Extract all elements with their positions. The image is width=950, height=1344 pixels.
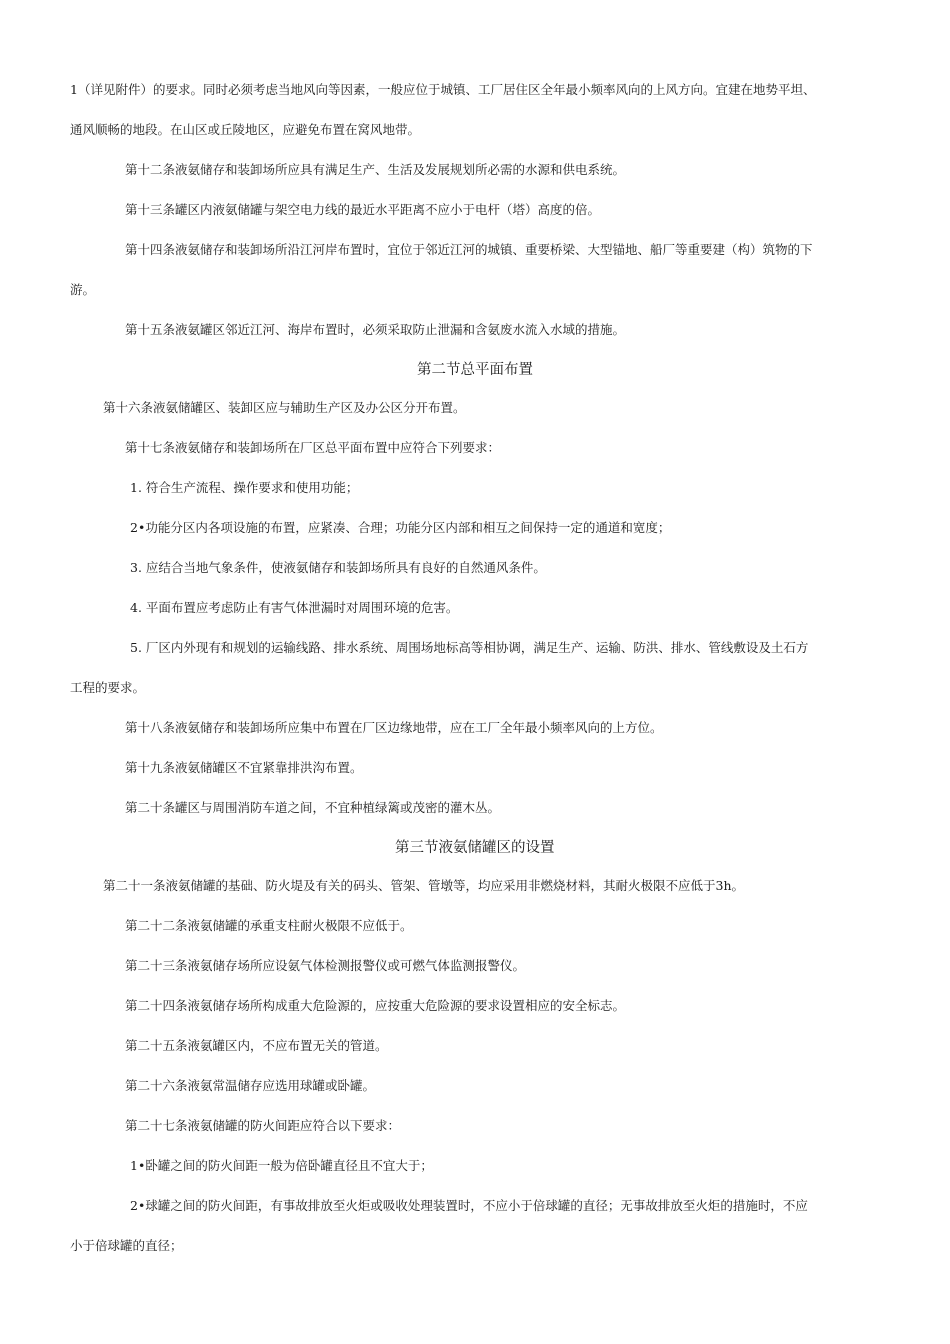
article-24: 第二十四条液氨储存场所构成重大危险源的，应按重大危险源的要求设置相应的安全标志。 [125, 998, 626, 1013]
article-19: 第十九条液氨储罐区不宜紧靠排洪沟布置。 [125, 760, 363, 775]
article-12: 第十二条液氨储存和装卸场所应具有满足生产、生活及发展规划所必需的水源和供电系统。 [125, 162, 626, 177]
list-item: 1. 符合生产流程、操作要求和使用功能； [130, 480, 359, 495]
article-13: 第十三条罐区内液氨储罐与架空电力线的最近水平距离不应小于电杆（塔）高度的倍。 [125, 202, 601, 217]
article-15: 第十五条液氨罐区邻近江河、海岸布置时，必须采取防止泄漏和含氨废水流入水域的措施。 [125, 322, 626, 337]
article-21: 第二十一条液氨储罐的基础、防火堤及有关的码头、管架、管墩等，均应采用非燃烧材料，其耐火极限不应低于3h。 [103, 878, 745, 893]
article-25: 第二十五条液氨罐区内，不应布置无关的管道。 [125, 1038, 388, 1053]
article-23: 第二十三条液氨储存场所应设氨气体检测报警仪或可燃气体监测报警仪。 [125, 958, 526, 973]
paragraph-line: 小于倍球罐的直径； [70, 1238, 183, 1253]
list-item: 4. 平面布置应考虑防止有害气体泄漏时对周围环境的危害。 [130, 600, 459, 615]
paragraph-line: 1（详见附件）的要求。同时必须考虑当地风向等因素，一般应位于城镇、工厂居住区全年最小频率风向的上风方向。宜建在地势平坦、 [70, 82, 816, 97]
article-22: 第二十二条液氨储罐的承重支柱耐火极限不应低于。 [125, 918, 413, 933]
article-20: 第二十条罐区与周围消防车道之间，不宜种植绿篱或茂密的灌木丛。 [125, 800, 501, 815]
list-item: 2•功能分区内各项设施的布置，应紧凑、合理；功能分区内部和相互之间保持一定的通道和宽度； [130, 520, 671, 535]
section-heading-3: 第三节液氨储罐区的设置 [395, 840, 555, 856]
article-26: 第二十六条液氨常温储存应选用球罐或卧罐。 [125, 1078, 376, 1093]
list-item: 1•卧罐之间的防火间距一般为倍卧罐直径且不宜大于； [130, 1158, 433, 1173]
paragraph-line: 通风顺畅的地段。在山区或丘陵地区，应避免布置在窝风地带。 [70, 122, 421, 137]
list-item: 2•球罐之间的防火间距，有事故排放至火炬或吸收处理装置时，不应小于倍球罐的直径；无事故排放至火炬的措施时，不应 [130, 1198, 808, 1213]
list-item: 3. 应结合当地气象条件，使液氨储存和装卸场所具有良好的自然通风条件。 [130, 560, 546, 575]
article-16: 第十六条液氨储罐区、装卸区应与辅助生产区及办公区分开布置。 [103, 400, 466, 415]
article-17: 第十七条液氨储存和装卸场所在厂区总平面布置中应符合下列要求： [125, 440, 501, 455]
paragraph-line: 工程的要求。 [70, 680, 146, 695]
section-heading-2: 第二节总平面布置 [417, 362, 533, 378]
article-18: 第十八条液氨储存和装卸场所应集中布置在厂区边缘地带，应在工厂全年最小频率风向的上方位。 [125, 720, 663, 735]
paragraph-line: 游。 [70, 282, 96, 297]
list-item: 5. 厂区内外现有和规划的运输线路、排水系统、周围场地标高等相协调，满足生产、运输、防洪、排水、管线敷设及土石方 [130, 640, 809, 655]
article-27: 第二十七条液氨储罐的防火间距应符合以下要求： [125, 1118, 401, 1133]
article-14: 第十四条液氨储存和装卸场所沿江河岸布置时，宜位于邻近江河的城镇、重要桥梁、大型锚地、船厂等重要建（构）筑物的下 [125, 242, 813, 257]
